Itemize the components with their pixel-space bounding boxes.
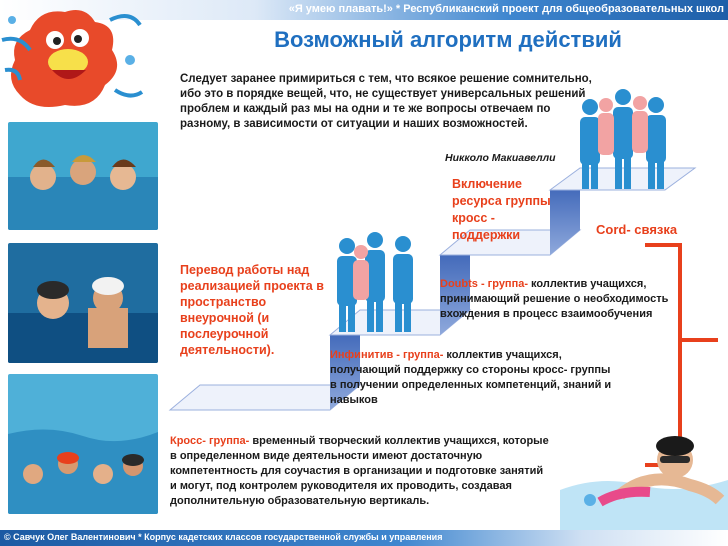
- infinitive-group-desc: [330, 348, 620, 408]
- step-label-top: Включение ресурса группы кросс - поддержки: [452, 177, 551, 242]
- pool-photo-3: [8, 374, 158, 514]
- banner-text: «Я умею плавать!» * Республиканский проект для общеобразовательных школ: [288, 3, 724, 15]
- doubts-group-desc: [440, 277, 670, 322]
- quote-author: Никколо Макиавелли: [445, 152, 556, 164]
- footer-bar: [0, 530, 728, 546]
- cross-group-desc: [170, 434, 550, 509]
- people-figures-icon: [568, 85, 678, 195]
- cord-label: Cord- связка: [596, 222, 678, 237]
- cross-text: временный творческий коллектив учащихся, которые в определенном виде деятельности имеют достаточную компетентность для соучастия в организации и подготовке занятий и могут, под контролем руководителя их проводить, создавая дополнительную образовательную вертикаль.: [170, 435, 549, 507]
- doubts-text: коллектив учащихся, принимающий решение о необходимость вхождения в процесс взаимообучения: [440, 278, 669, 320]
- pool-photo-2: [8, 243, 158, 363]
- pool-photo-1: [8, 122, 158, 230]
- step-label-middle: Перевод работы над реализацией проекта в пространство внеурочной (и послеурочной деятельности).: [180, 263, 324, 357]
- people-figures-icon: [325, 228, 425, 338]
- swimmer-illustration: [560, 430, 728, 530]
- quote-text: Следует заранее примириться с тем, что всякое решение сомнительно, ибо это в порядке вещей, что, не существует универсальных решений проблем и каждый раз мы на одни и те же вопросы отвечаем по разному, в зависимости от ситуации и наших возможностей.: [180, 73, 592, 130]
- swimming-mascot: [0, 0, 150, 120]
- infinitive-term: Инфинитив - группа-: [330, 349, 444, 361]
- footer-text: © Савчук Олег Валентинович * Корпус кадетских классов государственной службы и управления: [4, 532, 443, 542]
- infinitive-text: коллектив учащихся, получающий поддержку со стороны кросс- группы в получении определенных компетенций, знаний и навыков: [330, 349, 612, 406]
- doubts-term: Doubts - группа-: [440, 278, 528, 290]
- page-title: Возможный алгоритм действий: [274, 27, 622, 52]
- cross-term: Кросс- группа-: [170, 435, 250, 447]
